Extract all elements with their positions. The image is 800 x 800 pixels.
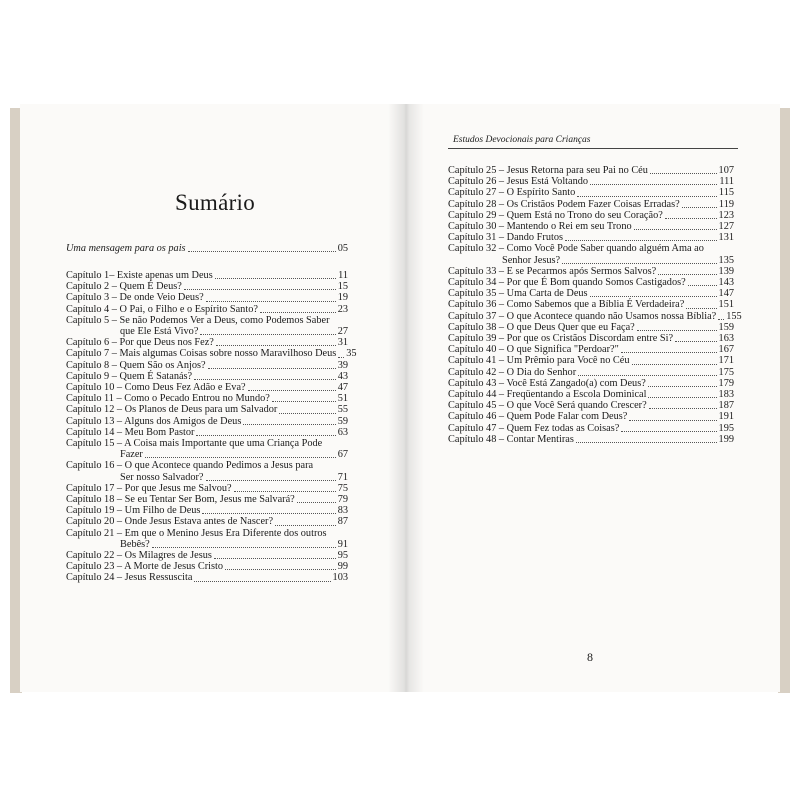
toc-entry (448, 434, 734, 445)
toc-entry-page: 115 (718, 187, 734, 199)
toc-entry (66, 292, 348, 303)
toc-entry-page: 91 (337, 538, 348, 550)
dot-leader (577, 196, 717, 197)
toc-entry (66, 438, 348, 460)
toc-entry (66, 393, 348, 404)
toc-entry (448, 299, 734, 310)
dot-leader (208, 368, 336, 369)
toc-entry-label-cont: que Ele Está Vivo? (120, 326, 199, 338)
dot-leader (648, 397, 716, 398)
toc-entry-page: 31 (337, 337, 348, 349)
toc-entry-page: 27 (337, 326, 348, 338)
toc-entry (66, 315, 348, 337)
toc-entry-label: Capítulo 31 – Dando Frutos (448, 232, 563, 244)
toc-entry-continuation (448, 255, 734, 266)
dot-leader (629, 420, 716, 421)
toc-entry-page: 163 (718, 333, 734, 345)
toc-intro-page: 05 (337, 243, 348, 254)
dot-leader (297, 502, 336, 503)
toc-entry-page: 107 (718, 165, 734, 176)
toc-entry-label: Capítulo 47 – Quem Fez todas as Coisas? (448, 422, 620, 434)
toc-entry (66, 371, 348, 382)
toc-entry-page: 123 (718, 209, 734, 221)
dot-leader (206, 480, 336, 481)
toc-entry (448, 378, 734, 389)
toc-entry (448, 288, 734, 299)
toc-entry-continuation (66, 326, 348, 337)
toc-entry-label: Capítulo 21 – Em que o Menino Jesus Era Diferente dos outros (66, 527, 327, 539)
toc-entry-continuation (66, 449, 348, 460)
toc-entry (448, 277, 734, 288)
dot-leader (145, 457, 336, 458)
dot-leader (214, 558, 336, 559)
dot-leader (279, 413, 335, 414)
toc-entry-page: 35 (346, 348, 357, 360)
dot-leader (576, 442, 717, 443)
dot-leader (637, 330, 717, 331)
toc-entry-page: 39 (337, 359, 348, 371)
toc-entry-page: 139 (718, 265, 734, 277)
toc-entry-label: Capítulo 5 – Se não Podemos Ver a Deus, como Podemos Saber (66, 314, 330, 326)
toc-entry-page: 87 (337, 516, 348, 528)
toc-entry-label: Capítulo 27 – O Espírito Santo (448, 187, 576, 199)
toc-entry-label: Capítulo 12 – Os Planos de Deus para um Salvador (66, 404, 278, 416)
toc-entry-label: Capítulo 4 – O Pai, o Filho e o Espírito Santo? (66, 303, 258, 315)
toc-entry-page: 51 (337, 393, 348, 405)
toc-entry-page: 135 (718, 254, 734, 266)
toc-intro-entry (66, 243, 348, 254)
dot-leader (562, 263, 716, 264)
toc-entry-label: Capítulo 1– Existe apenas um Deus (66, 270, 213, 281)
toc-entry-label: Capítulo 44 – Freqüentando a Escola Dominical (448, 389, 647, 401)
toc-entry-page: 199 (718, 433, 734, 445)
toc-entry-label: Capítulo 15 – A Coisa mais Importante que uma Criança Pode (66, 438, 323, 450)
toc-entry (66, 572, 348, 583)
toc-entry (448, 266, 734, 277)
toc-entry-page: 19 (337, 292, 348, 304)
toc-entry-page: 59 (337, 415, 348, 427)
dot-leader (649, 408, 717, 409)
toc-entry (66, 382, 348, 393)
toc-entry-label: Capítulo 7 – Mais algumas Coisas sobre nosso Maravilhoso Deus (66, 348, 337, 360)
toc-entry (448, 199, 734, 210)
toc-entry (448, 400, 734, 411)
toc-entry-label: Capítulo 32 – Como Você Pode Saber quando alguém Ama ao (448, 243, 704, 255)
toc-entry-label: Capítulo 6 – Por que Deus nos Fez? (66, 337, 214, 349)
dot-leader (196, 435, 335, 436)
dot-leader (272, 401, 336, 402)
dot-leader (590, 296, 717, 297)
toc-entry-page: 43 (337, 370, 348, 382)
toc-entry (66, 528, 348, 550)
toc-entry-label-cont: Fazer (120, 449, 143, 461)
toc-entry-label: Capítulo 16 – O que Acontece quando Pedimos a Jesus para (66, 460, 314, 472)
toc-entry-page: 119 (718, 198, 734, 210)
toc-entry (448, 355, 734, 366)
toc-entry (448, 411, 734, 422)
toc-entry-page: 47 (337, 382, 348, 394)
dot-leader (682, 207, 717, 208)
toc-entry-page: 191 (718, 411, 734, 423)
dot-leader (621, 431, 716, 432)
toc-entry-page: 75 (337, 482, 348, 494)
toc-entry (66, 416, 348, 427)
toc-entry-label: Capítulo 46 – Quem Pode Falar com Deus? (448, 411, 628, 423)
toc-entry-label: Capítulo 40 – O que Significa "Perdoar?" (448, 344, 619, 356)
toc-entry-page: 71 (337, 471, 348, 483)
dot-leader (632, 364, 717, 365)
toc-entry-continuation (66, 539, 348, 550)
toc-entry (66, 494, 348, 505)
toc-entry (66, 483, 348, 494)
toc-entry-page: 155 (726, 310, 742, 322)
toc-entry (448, 367, 734, 378)
dot-leader (718, 319, 724, 320)
toc-entry (66, 360, 348, 371)
toc-entry (66, 337, 348, 348)
toc-entry-label: Capítulo 45 – O que Você Será quando Crescer? (448, 400, 647, 412)
toc-entry-label: Capítulo 34 – Por que É Bom quando Somos Castigados? (448, 277, 686, 289)
toc-entry-label: Capítulo 20 – Onde Jesus Estava antes de Nascer? (66, 516, 274, 528)
dot-leader (275, 525, 336, 526)
toc-entry-page: 63 (337, 426, 348, 438)
dot-leader (648, 386, 717, 387)
toc-entry-label: Capítulo 42 – O Dia do Senhor (448, 366, 577, 378)
toc-entry-label-cont: Bebês? (120, 538, 150, 550)
toc-entry-label: Capítulo 43 – Você Está Zangado(a) com Deus? (448, 377, 646, 389)
toc-entry-label: Capítulo 29 – Quem Está no Trono do seu Coração? (448, 209, 663, 221)
toc-entry-label: Capítulo 23 – A Morte de Jesus Cristo (66, 561, 224, 573)
toc-entry-label-cont: Senhor Jesus? (502, 254, 561, 266)
toc-entry-page: 147 (718, 288, 734, 300)
toc-entry-page: 151 (718, 299, 734, 311)
toc-entry-label: Capítulo 37 – O que Acontece quando não Usamos nossa Bíblia? (448, 310, 717, 322)
toc-entry (66, 460, 348, 482)
toc-entry (66, 505, 348, 516)
toc-entry (448, 165, 734, 176)
toc-entry (448, 176, 734, 187)
dot-leader (194, 379, 336, 380)
toc-entry-label: Capítulo 33 – E se Pecarmos após Sermos Salvos? (448, 265, 657, 277)
dot-leader (658, 274, 716, 275)
dot-leader (260, 312, 336, 313)
toc-entry (66, 348, 357, 360)
toc-intro-label: Uma mensagem para os pais (66, 243, 186, 254)
dot-leader (152, 547, 336, 548)
toc-entry (448, 187, 734, 198)
page-number: 8 (587, 650, 593, 664)
dot-leader (634, 229, 717, 230)
toc-entry-page: 187 (718, 400, 734, 412)
dot-leader (234, 491, 336, 492)
toc-entry-page: 11 (338, 270, 348, 281)
toc-entry-page: 103 (332, 572, 348, 584)
toc-entry-page: 99 (337, 561, 348, 573)
toc-entry-label: Capítulo 19 – Um Filho de Deus (66, 505, 201, 517)
toc-entry (448, 310, 742, 322)
dot-leader (590, 184, 717, 185)
toc-entry-page: 131 (718, 232, 734, 244)
toc-entry (448, 389, 734, 400)
toc-list-left (66, 270, 357, 584)
dot-leader (686, 308, 716, 309)
toc-entry-label: Capítulo 13 – Alguns dos Amigos de Deus (66, 415, 242, 427)
toc-entry (66, 404, 348, 415)
toc-entry (66, 516, 348, 527)
toc-entry-label: Capítulo 10 – Como Deus Fez Adão e Eva? (66, 382, 246, 394)
toc-entry-page: 171 (718, 355, 734, 367)
header-rule (448, 148, 738, 149)
dot-leader (665, 218, 717, 219)
toc-entry-label: Capítulo 41 – Um Prêmio para Você no Céu (448, 355, 630, 367)
toc-entry-page: 15 (337, 281, 348, 293)
toc-entry-label: Capítulo 9 – Quem É Satanás? (66, 370, 193, 382)
toc-entry (448, 221, 734, 232)
toc-entry (448, 232, 734, 243)
toc-entry-label-cont: Ser nosso Salvador? (120, 471, 204, 483)
dot-leader (184, 289, 336, 290)
toc-list-right (448, 165, 742, 445)
toc-entry-label: Capítulo 17 – Por que Jesus me Salvou? (66, 482, 232, 494)
dot-leader (565, 240, 717, 241)
toc-entry-page: 23 (337, 303, 348, 315)
dot-leader (194, 581, 330, 582)
toc-entry-label: Capítulo 39 – Por que os Cristãos Discordam entre Si? (448, 333, 674, 345)
toc-entry-page: 179 (718, 377, 734, 389)
toc-entry-label: Capítulo 25 – Jesus Retorna para seu Pai no Céu (448, 165, 648, 176)
toc-entry-page: 67 (337, 449, 348, 461)
toc-entry-page: 167 (718, 344, 734, 356)
dot-leader (202, 513, 335, 514)
toc-entry-page: 127 (718, 221, 734, 233)
toc-entry-continuation (66, 472, 348, 483)
dot-leader (215, 278, 336, 279)
toc-entry (448, 322, 734, 333)
toc-entry-label: Capítulo 22 – Os Milagres de Jesus (66, 550, 212, 562)
toc-entry-page: 111 (719, 176, 734, 188)
running-header: Estudos Devocionais para Crianças (453, 135, 591, 145)
toc-entry-page: 95 (337, 550, 348, 562)
toc-entry (448, 243, 734, 265)
toc-entry (66, 550, 348, 561)
toc-entry (448, 210, 734, 221)
toc-entry (66, 304, 348, 315)
dot-leader (225, 569, 336, 570)
toc-entry-label: Capítulo 48 – Contar Mentiras (448, 433, 574, 445)
toc-entry-label: Capítulo 30 – Mantendo o Rei em seu Trono (448, 221, 632, 233)
dot-leader (248, 390, 336, 391)
dot-leader (688, 285, 717, 286)
toc-entry-page: 183 (718, 389, 734, 401)
toc-title: Sumário (175, 190, 256, 215)
dot-leader (338, 357, 344, 358)
toc-entry-page: 159 (718, 321, 734, 333)
toc-entry-label: Capítulo 38 – O que Deus Quer que eu Faça? (448, 321, 635, 333)
dot-leader (188, 251, 336, 252)
book-gutter (388, 104, 424, 692)
dot-leader (650, 173, 717, 174)
toc-entry-page: 195 (718, 422, 734, 434)
dot-leader (216, 345, 336, 346)
toc-entry-label: Capítulo 3 – De onde Veio Deus? (66, 292, 204, 304)
toc-entry-label: Capítulo 28 – Os Cristãos Podem Fazer Coisas Erradas? (448, 198, 680, 210)
dot-leader (200, 334, 335, 335)
dot-leader (243, 424, 335, 425)
toc-entry-label: Capítulo 36 – Como Sabemos que a Bíblia É Verdadeira? (448, 299, 685, 311)
toc-entry-page: 143 (718, 277, 734, 289)
toc-entry-label: Capítulo 2 – Quem É Deus? (66, 281, 182, 293)
dot-leader (578, 375, 716, 376)
dot-leader (621, 352, 717, 353)
toc-entry-label: Capítulo 26 – Jesus Está Voltando (448, 176, 589, 188)
toc-entry-page: 83 (337, 505, 348, 517)
toc-entry-label: Capítulo 11 – Como o Pecado Entrou no Mundo? (66, 393, 270, 405)
toc-entry (66, 561, 348, 572)
toc-entry-label: Capítulo 8 – Quem São os Anjos? (66, 359, 206, 371)
dot-leader (675, 341, 716, 342)
toc-entry (66, 427, 348, 438)
toc-entry-label: Capítulo 18 – Se eu Tentar Ser Bom, Jesus me Salvará? (66, 494, 295, 506)
toc-entry (66, 270, 348, 281)
dot-leader (206, 301, 336, 302)
toc-entry-label: Capítulo 35 – Uma Carta de Deus (448, 288, 588, 300)
toc-entry-page: 55 (337, 404, 348, 416)
toc-entry-label: Capítulo 14 – Meu Bom Pastor (66, 426, 195, 438)
toc-entry-label: Capítulo 24 – Jesus Ressuscita (66, 572, 193, 584)
toc-entry (448, 344, 734, 355)
toc-entry (66, 281, 348, 292)
toc-entry-page: 79 (337, 494, 348, 506)
toc-entry-page: 175 (718, 366, 734, 378)
toc-entry (448, 333, 734, 344)
toc-entry (448, 423, 734, 434)
